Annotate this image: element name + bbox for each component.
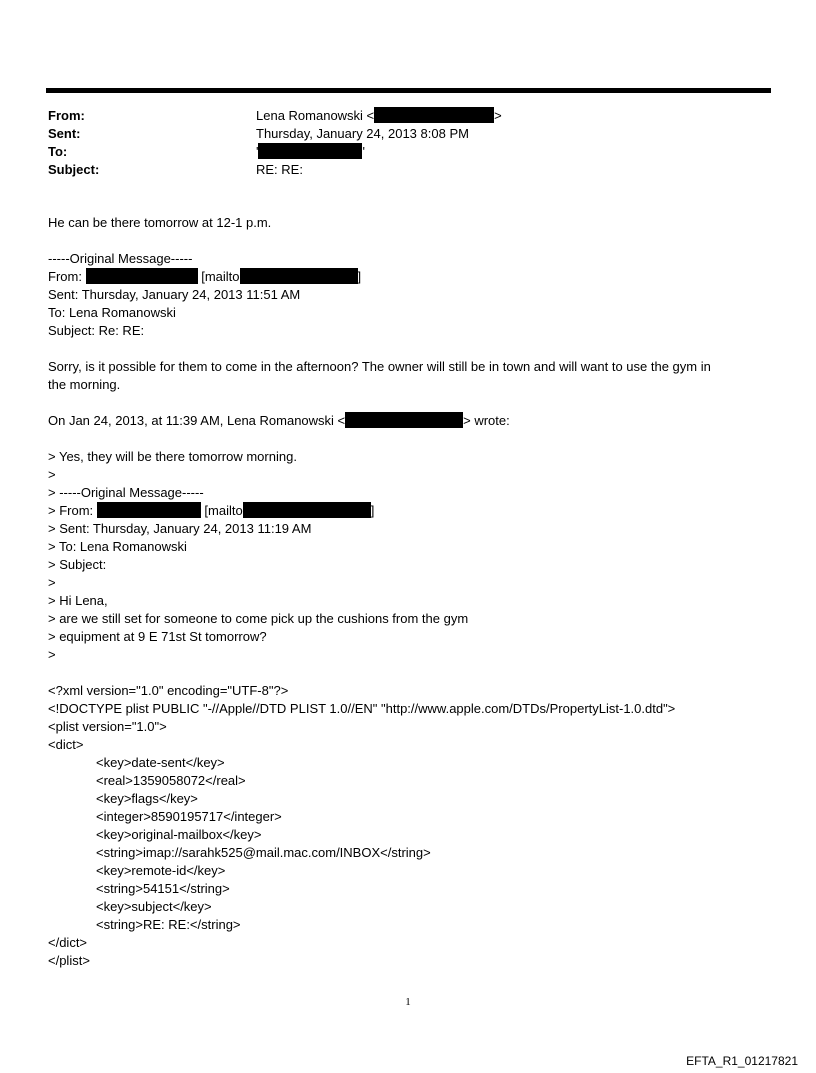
quoted-from-label: > From: [48, 503, 94, 518]
from-label: From: [48, 108, 85, 123]
to-close: ' [362, 144, 365, 159]
plist-close-tag: </plist> [48, 953, 90, 968]
redaction-box [258, 143, 365, 159]
plist-entry: <integer>8590195717</integer> [96, 809, 282, 824]
plist-entry: <string>imap://sarahk525@mail.mac.com/INBOX</string> [96, 845, 431, 860]
redaction-box [86, 268, 198, 284]
reply-text: He can be there tomorrow at 12-1 p.m. [48, 215, 272, 230]
from-value [256, 107, 502, 125]
redaction-box [97, 502, 201, 518]
plist-entry: <string>54151</string> [96, 881, 230, 896]
doctype-line: <!DOCTYPE plist PUBLIC "-//Apple//DTD PLIST 1.0//EN" "http://www.apple.com/DTDs/PropertyList-1.0.dtd"> [48, 701, 676, 716]
quote-attribution [48, 412, 510, 430]
plist-entry: <string>RE: RE:</string> [96, 917, 241, 932]
plist-entry: <key>subject</key> [96, 899, 212, 914]
plist-entry: <key>original-mailbox</key> [96, 827, 262, 842]
dict-open-tag: <dict> [48, 737, 84, 752]
quoted-line: > [48, 467, 56, 482]
to-value [256, 143, 365, 161]
original-to-line: To: Lena Romanowski [48, 305, 176, 320]
quoted-sent-line: > Sent: Thursday, January 24, 2013 11:19 AM [48, 521, 312, 536]
dict-close-tag: </dict> [48, 935, 88, 950]
document-id: EFTA_R1_01217821 [686, 1054, 798, 1068]
subject-value: RE: RE: [256, 162, 303, 177]
quoted-line: > are we still set for someone to come pick up the cushions from the gym [48, 611, 469, 626]
from-name: Lena Romanowski < [256, 108, 375, 123]
plist-open-tag: <plist version="1.0"> [48, 719, 167, 734]
from-close: > [494, 108, 502, 123]
mailto-close: ] [370, 503, 375, 518]
original-subject-line: Subject: Re: RE: [48, 323, 145, 338]
quoted-line: > [48, 647, 56, 662]
plist-entry: <real>1359058072</real> [96, 773, 246, 788]
original-sent-line: Sent: Thursday, January 24, 2013 11:51 AM [48, 287, 301, 302]
quoted-subject-line: > Subject: [48, 557, 107, 572]
quoted-separator: > -----Original Message----- [48, 485, 204, 500]
plist-entry: <key>date-sent</key> [96, 755, 225, 770]
header-rule [46, 88, 771, 93]
mailto-label: [mailto [204, 503, 243, 518]
to-open: ' [256, 144, 259, 159]
original-message-separator: -----Original Message----- [48, 251, 193, 266]
redaction-box [345, 412, 463, 428]
redaction-box [243, 502, 371, 518]
original-message-text: Sorry, is it possible for them to come in the afternoon? The owner will still be in town and will want to use the gym in [48, 359, 711, 374]
attribution-prefix: On Jan 24, 2013, at 11:39 AM, Lena Romanowski < [48, 413, 346, 428]
page-number: 1 [405, 996, 411, 1008]
quoted-line: > equipment at 9 E 71st St tomorrow? [48, 629, 267, 644]
original-message-text: the morning. [48, 377, 121, 392]
plist-entry: <key>remote-id</key> [96, 863, 226, 878]
xml-declaration: <?xml version="1.0" encoding="UTF-8"?> [48, 683, 289, 698]
redaction-box [240, 268, 358, 284]
quoted-to-line: > To: Lena Romanowski [48, 539, 187, 554]
quoted-from-line [48, 502, 374, 520]
mailto-close: ] [357, 269, 362, 284]
redaction-box [374, 107, 494, 123]
to-label: To: [48, 144, 68, 159]
quoted-line: > Yes, they will be there tomorrow morning. [48, 449, 297, 464]
mailto-label: [mailto [201, 269, 240, 284]
quoted-line: > [48, 575, 56, 590]
quoted-line: > Hi Lena, [48, 593, 108, 608]
original-from-label: From: [48, 269, 82, 284]
attribution-suffix: > wrote: [463, 413, 510, 428]
plist-entry: <key>flags</key> [96, 791, 198, 806]
original-from-line [48, 268, 361, 286]
sent-value: Thursday, January 24, 2013 8:08 PM [256, 126, 469, 141]
subject-label: Subject: [48, 162, 100, 177]
sent-label: Sent: [48, 126, 81, 141]
